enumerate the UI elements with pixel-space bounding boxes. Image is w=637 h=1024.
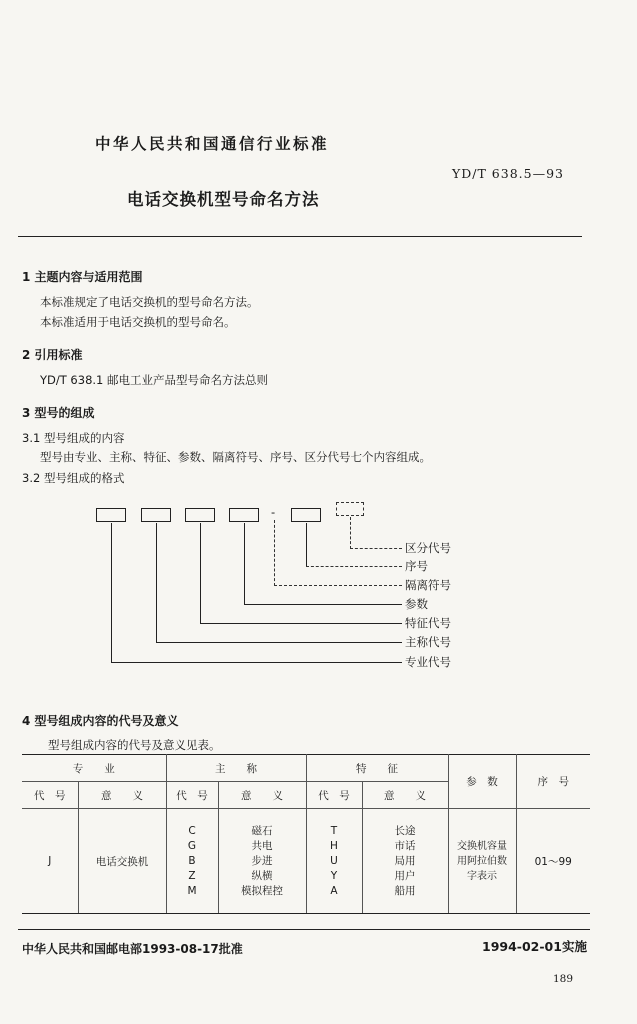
specialty-leader-h	[111, 662, 402, 663]
main-name-leader-h	[156, 642, 402, 643]
main-code-item: M	[187, 884, 197, 897]
cell-feature-codes	[306, 809, 362, 914]
section-1-paragraph-1: 本标准规定了电话交换机的型号命名方法。	[40, 295, 259, 309]
header-feature: 特 征	[306, 755, 448, 782]
effective-date: 1994-02-01实施	[482, 939, 587, 954]
cell-main-codes	[166, 809, 218, 914]
cell-specialty-meaning: 电话交换机	[78, 809, 166, 914]
main-meaning-item: 步进	[251, 854, 273, 867]
subheader-main-meaning: 意 义	[218, 782, 306, 809]
feature-code-item: A	[330, 884, 338, 897]
parameter-line: 用阿拉伯数	[457, 855, 507, 867]
cell-main-meanings	[218, 809, 306, 914]
section-4-intro: 型号组成内容的代号及意义见表。	[48, 738, 221, 752]
feature-leader-h	[200, 623, 402, 624]
distinction-leader-v	[350, 517, 351, 549]
parameter-line: 交换机容量	[457, 840, 507, 852]
parameter-line: 字表示	[467, 870, 497, 882]
feature-code-item: T	[330, 824, 338, 837]
feature-code-item: H	[330, 839, 338, 852]
main-meaning-item: 模拟程控	[241, 884, 283, 897]
header-parameter: 参 数	[448, 755, 516, 809]
cell-parameter-desc	[448, 809, 516, 914]
feature-code-item: Y	[330, 869, 338, 882]
isolation-leader-h	[274, 585, 402, 586]
parameter-leader-h	[244, 604, 402, 605]
code-meaning-table	[22, 754, 590, 914]
subheader-feature-meaning: 意 义	[362, 782, 448, 809]
main-name-leader-v	[156, 523, 157, 643]
specialty-leader-v	[111, 523, 112, 663]
section-3-1-heading: 3.1 型号组成的内容	[22, 431, 125, 445]
table-row	[22, 809, 590, 914]
main-meaning-item: 磁石	[251, 824, 273, 837]
feature-box	[185, 508, 215, 522]
section-2-heading: 2 引用标准	[22, 348, 83, 362]
feature-meaning-item: 用户	[394, 869, 416, 882]
header-main-name: 主 称	[166, 755, 306, 782]
feature-meaning-item: 市话	[394, 839, 416, 852]
subheader-main-code: 代 号	[166, 782, 218, 809]
main-meaning-item: 纵横	[251, 869, 273, 882]
feature-leader-v	[200, 523, 201, 624]
subheader-feature-code: 代 号	[306, 782, 362, 809]
parameter-leader-v	[244, 523, 245, 605]
serial-leader-h	[306, 566, 402, 567]
standard-code: YD/T 638.5—93	[452, 166, 564, 181]
cell-specialty-code: J	[22, 809, 78, 914]
header-specialty: 专 业	[22, 755, 166, 782]
specialty-box	[96, 508, 126, 522]
approval-statement: 中华人民共和国邮电部1993-08-17批准	[22, 942, 243, 956]
serial-leader-v	[306, 523, 307, 567]
label-feature-code: 特征代号	[405, 616, 451, 630]
organization-title: 中华人民共和国通信行业标准	[95, 135, 330, 153]
feature-code-item: U	[330, 854, 338, 867]
section-1-paragraph-2: 本标准适用于电话交换机的型号命名。	[40, 315, 236, 329]
parameter-box	[229, 508, 259, 522]
cell-feature-meanings	[362, 809, 448, 914]
document-title: 电话交换机型号命名方法	[127, 190, 320, 209]
subheader-specialty-code: 代 号	[22, 782, 78, 809]
section-3-2-heading: 3.2 型号组成的格式	[22, 471, 125, 485]
label-specialty-code: 专业代号	[405, 655, 451, 669]
feature-meaning-item: 长途	[394, 824, 416, 837]
main-code-item: Z	[188, 869, 196, 882]
section-3-1-text: 型号由专业、主称、特征、参数、隔离符号、序号、区分代号七个内容组成。	[40, 450, 431, 464]
footer-rule	[18, 929, 590, 930]
main-code-item: B	[188, 854, 196, 867]
section-1-heading: 1 主题内容与适用范围	[22, 270, 143, 284]
isolation-symbol: -	[271, 505, 276, 519]
label-serial-number: 序号	[405, 559, 428, 573]
label-isolation-symbol: 隔离符号	[405, 578, 451, 592]
main-code-item: C	[188, 824, 196, 837]
subheader-specialty-meaning: 意 义	[78, 782, 166, 809]
isolation-leader-v	[274, 520, 275, 586]
label-distinction-code: 区分代号	[405, 541, 451, 555]
cell-serial-range: 01～99	[516, 809, 590, 914]
distinction-box	[336, 502, 364, 516]
main-name-box	[141, 508, 171, 522]
section-2-reference: YD/T 638.1 邮电工业产品型号命名方法总则	[40, 373, 269, 387]
distinction-leader-h	[350, 548, 402, 549]
section-3-heading: 3 型号的组成	[22, 406, 95, 420]
label-parameter: 参数	[405, 597, 428, 611]
label-main-name-code: 主称代号	[405, 635, 451, 649]
feature-meaning-item: 船用	[394, 884, 416, 897]
section-4-heading: 4 型号组成内容的代号及意义	[22, 714, 179, 728]
serial-box	[291, 508, 321, 522]
header-rule	[18, 236, 582, 237]
page-number: 189	[553, 973, 574, 985]
main-meaning-item: 共电	[251, 839, 273, 852]
feature-meaning-item: 局用	[394, 854, 416, 867]
header-serial: 序 号	[516, 755, 590, 809]
main-code-item: G	[187, 839, 197, 852]
